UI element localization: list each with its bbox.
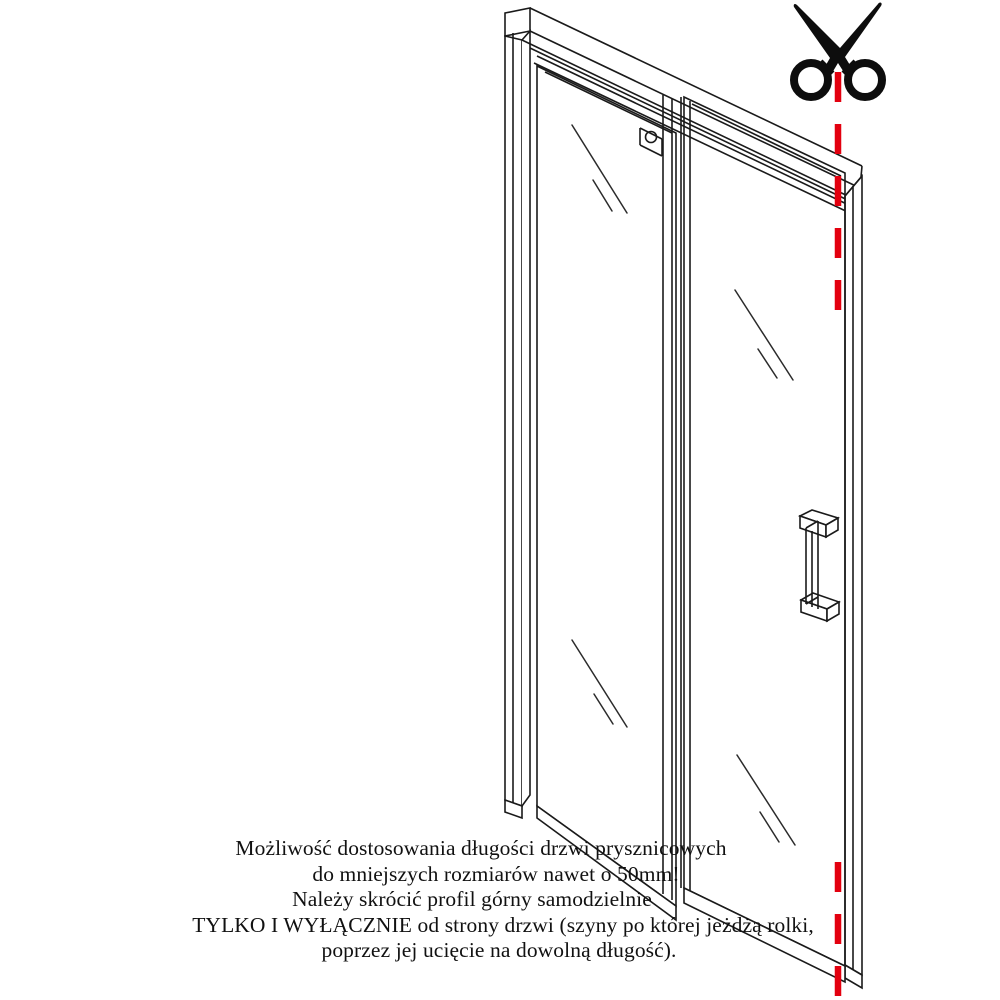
caption-line-5: poprzez jej ucięcie na dowolną długość).	[321, 938, 677, 962]
caption-line-2: do mniejszych rozmiarów nawet o 50mm!	[312, 861, 680, 886]
caption-block	[0, 836, 1000, 964]
caption-line-3: Należy skrócić profil górny samodzielnie	[292, 887, 652, 911]
door-handle	[800, 510, 839, 621]
caption-line-4: TYLKO I WYŁĄCZNIE od strony drzwi (szyny po której jeżdżą rolki,	[192, 912, 814, 937]
caption-line-1: Możliwość dostosowania długości drzwi prysznicowych	[235, 836, 727, 860]
